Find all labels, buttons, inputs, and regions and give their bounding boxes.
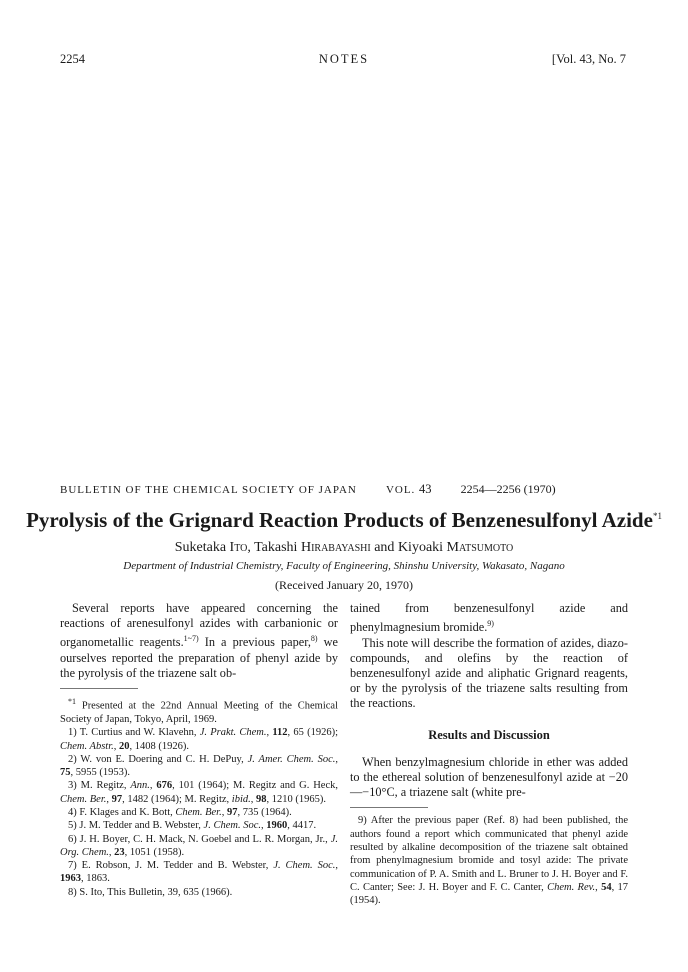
article-title: Pyrolysis of the Grignard Reaction Products of Benzenesulfonyl Azide$^{*1}$ — [26, 508, 662, 532]
footnotes — [60, 695, 338, 899]
reference-3: 3) M. Regitz, Ann., 676, 101 (1964); M. Regitz and G. Heck, Chem. Ber., 97, 1482 (1964); M. Regitz, ibid., 98, 1210 (1965). — [60, 780, 338, 805]
reference-9: 9) After the previous paper (Ref. 8) had been published, the authors found a report which communicated that phenyl azide resulted by alkaline decomposition of the triazene salt obtained from phenylmagnesium bromide and tosyl azide: The private communication of P. A. Smith and L. Bruner to J. H. Boyer and F. C. Canter; See: J. H. Boyer and F. C. Canter, Chem. Rev., 54, 17 (1954). — [350, 815, 629, 907]
page-number: 2254 — [60, 52, 85, 66]
affiliation: Department of Industrial Chemistry, Faculty of Engineering, Shinshu University, Wakasato, Nagano — [123, 560, 565, 572]
body-paragraph: Several reports have appeared concerning the reactions of arenesulfonyl azides with carbanionic or organometallic reagents.$^{1\sim 7)}$ In a previous paper,$^{8)}$ we ourselves reported the preparation of phenyl azide by the pyrolysis of the triazene salt ob- — [60, 601, 338, 680]
journal-pages: 2254—2256 (1970) — [460, 482, 556, 496]
footnote-divider — [60, 688, 138, 689]
reference-1: 1) T. Curtius and W. Klavehn, J. Prakt. Chem., 112, 65 (1926); Chem. Abstr., 20, 1408 (1926). — [60, 727, 338, 752]
journal-volume: VOL. 43 — [385, 482, 432, 496]
reference-8: 8) S. Ito, This Bulletin, 39, 635 (1966). — [68, 886, 233, 898]
received-date: (Received January 20, 1970) — [275, 578, 413, 592]
section-header: NOTES — [318, 52, 370, 66]
volume-header: [Vol. 43, No. 7 — [551, 52, 626, 66]
title-footnote-mark: *1 — [652, 511, 662, 521]
journal-line — [60, 482, 556, 497]
body-paragraph: tained from benzenesulfonyl azide and phenylmagnesium bromide.$^{9)}$ — [350, 601, 628, 635]
reference-7: 7) E. Robson, J. M. Tedder and B. Webster, J. Chem. Soc., 1963, 1863. — [60, 860, 338, 885]
reference-5: 5) J. M. Tedder and B. Webster, J. Chem. Soc., 1960, 4417. — [68, 820, 317, 832]
left-column — [60, 601, 338, 899]
footnote-divider — [350, 807, 428, 808]
author-list: Suketaka Ito, Takashi Hirabayashi and Kiyoaki Matsumoto — [174, 540, 514, 555]
footnotes — [350, 814, 628, 907]
reference-4: 4) F. Klages and K. Bott, Chem. Ber., 97, 735 (1964). — [68, 806, 292, 818]
section-heading: Results and Discussion — [428, 727, 550, 742]
journal-name: BULLETIN OF THE CHEMICAL SOCIETY OF JAPAN — [60, 484, 357, 496]
reference-6: 6) J. H. Boyer, C. H. Mack, N. Goebel and L. R. Morgan, Jr., J. Org. Chem., 23, 1051 (1958). — [60, 833, 338, 858]
body-paragraph: This note will describe the formation of azides, diazo-compounds, and olefins by the reaction of benzenesulfonyl azide and aliphatic Grignard reagents, or by the pyrolysis of the triazene salts resulting from the reactions. — [350, 635, 629, 711]
footnote-star: $^{*1}$ Presented at the 22nd Annual Meeting of the Chemical Society of Japan, Tokyo, April, 1969. — [60, 697, 338, 725]
right-column — [350, 601, 628, 907]
reference-2: 2) W. von E. Doering and C. H. DePuy, J. Amer. Chem. Soc., 75, 5955 (1953). — [60, 753, 338, 779]
body-paragraph: When benzylmagnesium chloride in ether was added to the ethereal solution of benzenesulfonyl azide at −20—−10°C, a triazene salt (white pre- — [350, 754, 628, 800]
